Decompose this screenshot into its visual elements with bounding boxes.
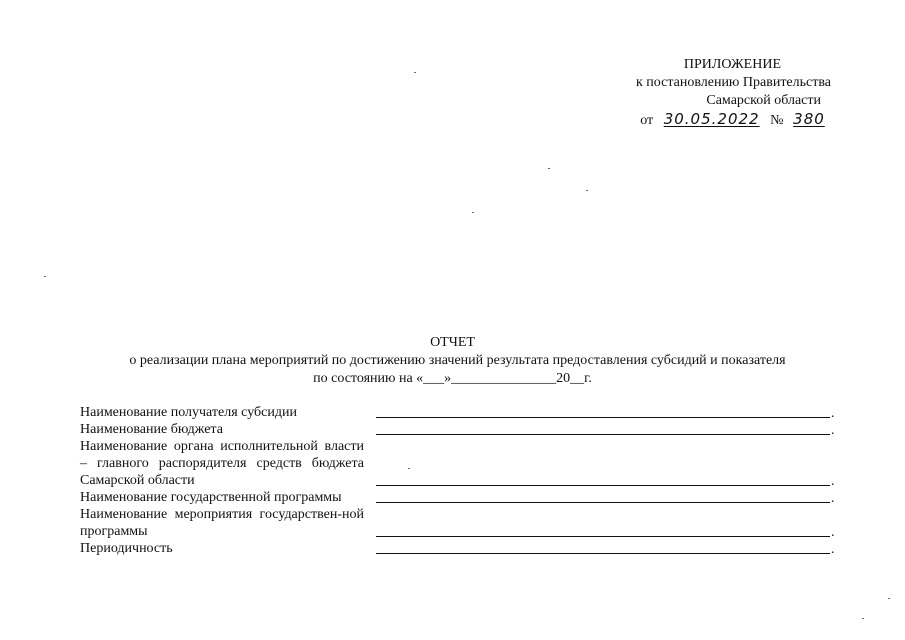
field-end: .: [831, 525, 835, 540]
appendix-resolution: к постановлению Правительства: [635, 75, 831, 90]
fill-line[interactable]: [376, 502, 830, 503]
field-label: Периодичность: [80, 541, 173, 556]
field-label: Наименование получателя субсидии: [80, 405, 297, 420]
appendix-title: ПРИЛОЖЕНИЕ: [683, 57, 781, 72]
field-authority: [80, 438, 835, 489]
field-label: Наименование государственной программы: [80, 490, 342, 505]
handwritten-date: 30.05.2022: [663, 110, 760, 128]
scan-speck: [888, 598, 890, 599]
appendix-region: Самарской области: [706, 93, 821, 108]
fill-line[interactable]: [376, 417, 830, 418]
scan-speck: [586, 190, 588, 191]
field-budget: [80, 421, 835, 438]
field-end: .: [831, 474, 835, 489]
field-program: [80, 489, 835, 506]
scan-speck: [472, 212, 474, 213]
fill-line[interactable]: [376, 536, 830, 537]
field-label: Наименование мероприятия государствен-ной программы: [80, 507, 364, 539]
scan-speck: [44, 276, 46, 277]
field-label: Наименование бюджета: [80, 422, 223, 437]
fill-line[interactable]: [376, 434, 830, 435]
field-periodicity: [80, 540, 835, 557]
field-end: .: [831, 542, 835, 557]
field-recipient: [80, 404, 835, 421]
report-state-date: по состоянию на «___»_______________20__г.: [313, 371, 592, 386]
field-end: .: [831, 406, 835, 421]
fill-line[interactable]: [376, 485, 830, 486]
number-sign: №: [770, 113, 784, 128]
field-end: .: [831, 491, 835, 506]
appendix-block: [511, 56, 831, 130]
report-fields: [80, 404, 835, 557]
field-label: Наименование органа исполнительной власти – главного распорядителя средств бюджета Самарской области: [80, 439, 364, 488]
scan-speck: [862, 618, 864, 619]
date-prefix: от: [640, 113, 654, 128]
report-header: [0, 334, 905, 388]
report-subtitle: о реализации плана мероприятий по достижению значений результата предоставления субсидий и показателя: [129, 353, 786, 368]
field-program-event: [80, 506, 835, 540]
fill-line[interactable]: [376, 553, 830, 554]
scan-speck: [548, 168, 550, 169]
scan-speck: [408, 468, 410, 469]
appendix-date-row: [511, 110, 831, 130]
field-end: .: [831, 423, 835, 438]
report-title: ОТЧЕТ: [430, 335, 475, 350]
scan-speck: [414, 72, 416, 73]
handwritten-number: 380: [793, 110, 825, 128]
